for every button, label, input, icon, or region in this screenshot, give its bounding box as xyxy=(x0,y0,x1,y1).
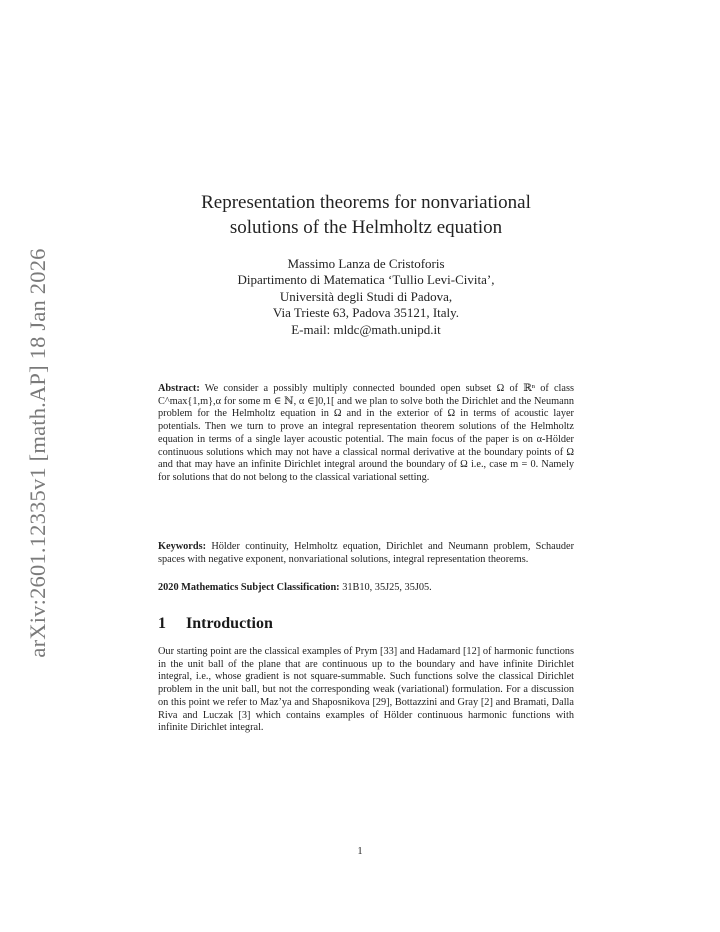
section-title: Introduction xyxy=(186,615,273,632)
abstract xyxy=(158,383,574,485)
section-heading xyxy=(158,615,273,633)
keywords xyxy=(158,541,574,566)
abstract-body: We consider a possibly multiply connected bounded open subset Ω of ℝⁿ of class C^max{1,m},α for some m ∈ ℕ, α ∈]0,1[ and we plan to solve both the Dirichlet and the Neumann problem for the Helmholtz equation in Ω and in the exterior of Ω in terms of acoustic layer potentials. Then we turn to prove an integral representation theorem solutions of the Helmholtz equation in terms of a single layer acoustic potential. The main focus of the paper is on α-Hölder continuous solutions which may not have a classical normal derivative at the boundary points of Ω and that may have an infinite Dirichlet integral around the boundary of Ω i.e., case m = 0. Namely for solutions that do not belong to the classical variational setting. xyxy=(158,383,575,483)
section-number: 1 xyxy=(158,615,166,632)
author-block xyxy=(158,256,574,338)
msc-label: 2020 Mathematics Subject Classification: xyxy=(158,582,340,593)
paper-title xyxy=(158,190,574,240)
author-address: Via Trieste 63, Padova 35121, Italy. xyxy=(272,305,460,321)
page-number: 1 xyxy=(357,846,363,857)
author-name: Massimo Lanza de Cristoforis xyxy=(287,256,445,271)
keywords-label: Keywords: xyxy=(158,541,207,552)
arxiv-stamp xyxy=(18,247,58,658)
author-email[interactable]: E-mail: mldc@math.unipd.it xyxy=(291,321,441,337)
msc-body: 31B10, 35J25, 35J05. xyxy=(342,582,432,593)
title-line-1: Representation theorems for nonvariational xyxy=(201,192,531,213)
title-line-2: solutions of the Helmholtz equation xyxy=(229,217,503,238)
keywords-body: Hölder continuity, Helmholtz equation, Dirichlet and Neumann problem, Schauder spaces with negative exponent, nonvariational solutions, integral representation theorems. xyxy=(158,541,574,565)
author-affiliation-2: Università degli Studi di Padova, xyxy=(279,288,453,304)
author-affiliation-1: Dipartimento di Matematica ‘Tullio Levi-Civita’, xyxy=(237,272,495,288)
intro-paragraph: Our starting point are the classical examples of Prym [33] and Hadamard [12] of harmonic functions in the unit ball of the plane that are continuous up to the boundary and have infinite Dirichlet integral, i.e., whose gradient is not square-summable. Such functions solve the classical Dirichlet problem in the unit ball, but not the corresponding weak (variational) formulation. For a discussion on this point we refer to Maz’ya and Shaposnikova [29], Bottazzini and Gray [2] and Bramati, Dalla Riva and Luczak [3] which contains examples of Hölder continuous harmonic functions with infinite Dirichlet integral. xyxy=(158,646,574,734)
abstract-label: Abstract: xyxy=(158,383,200,394)
arxiv-stamp-text: arXiv:2601.12335v1 [math.AP] 18 Jan 2026 xyxy=(25,247,50,658)
msc-classification xyxy=(158,582,574,595)
